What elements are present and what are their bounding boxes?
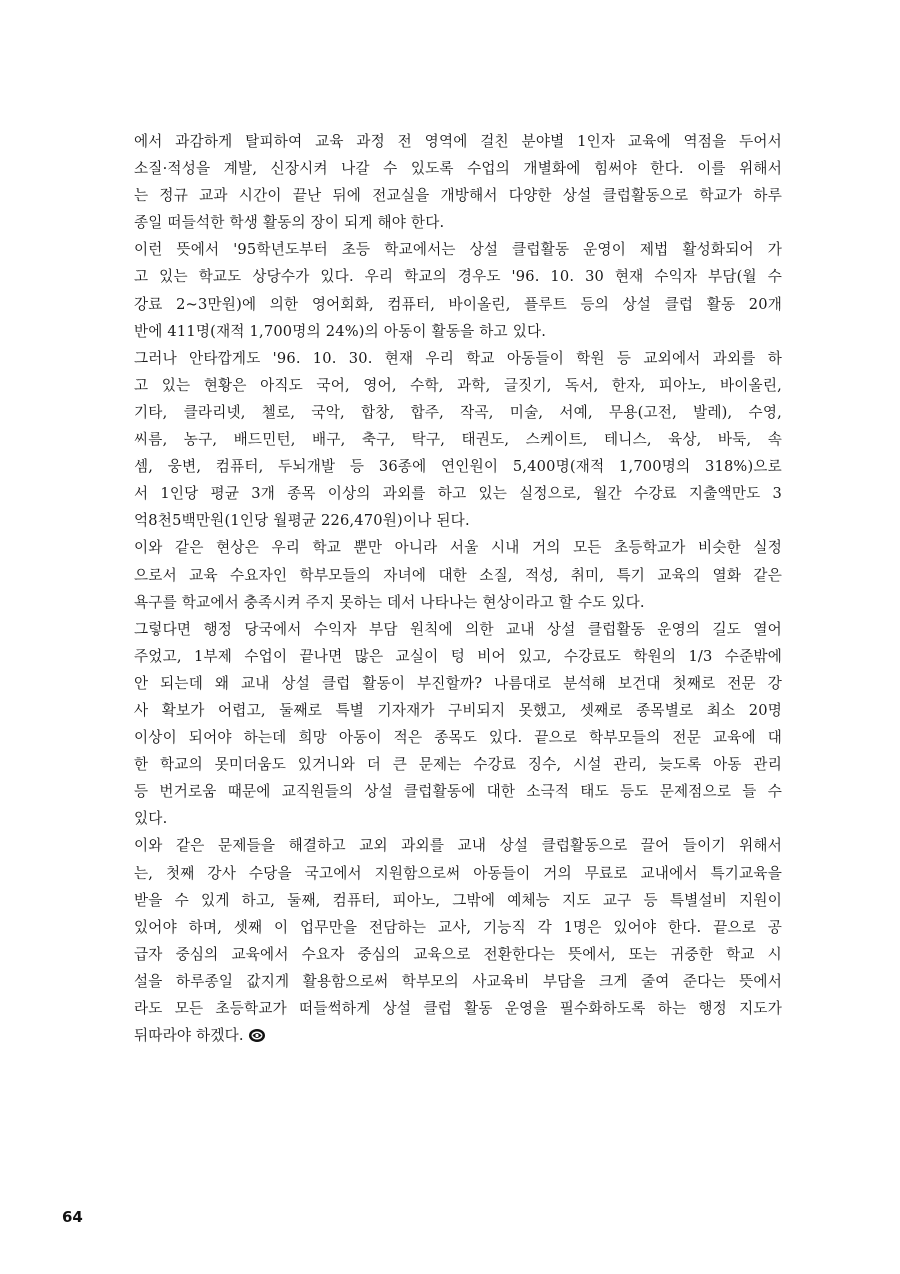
text-line (134, 941, 782, 968)
article-body (134, 128, 782, 1049)
text-line (134, 426, 782, 453)
text-line (134, 832, 782, 859)
text-line-content: 는, 첫째 강사 수당을 국고에서 지원함으로써 아동들이 거의 무료로 교내에서 특기교육을 (134, 864, 782, 882)
text-line (134, 589, 782, 616)
text-line (134, 995, 782, 1022)
text-line-content: 이런 뜻에서 '95학년도부터 초등 학교에서는 상설 클럽활동 운영이 제법 활성화되어 가 (134, 241, 782, 259)
text-line-content: 기타, 클라리넷, 첼로, 국악, 합창, 합주, 작곡, 미술, 서예, 무용(고전, 발레), 수영, (134, 403, 782, 421)
text-line-content: 그렇다면 행정 당국에서 수익자 부담 원칙에 의한 교내 상설 클럽활동 운영의 길도 열어 (134, 620, 782, 638)
text-line (134, 616, 782, 643)
text-line (134, 507, 782, 534)
text-line (134, 697, 782, 724)
text-line (134, 724, 782, 751)
text-line (134, 291, 782, 318)
text-line (134, 263, 782, 290)
text-line-content: 등 번거로움 때문에 교직원들의 상설 클럽활동에 대한 소극적 태도 등도 문제점으로 들 수 (134, 783, 782, 801)
text-line-content: 설을 하루종일 값지게 활용함으로써 학부모의 사교육비 부담을 크게 줄여 준다는 뜻에서 (134, 972, 782, 990)
text-line-content: 한 학교의 못미더움도 있거니와 더 큰 문제는 수강료 징수, 시설 관리, 늦도록 아동 관리 (134, 756, 782, 774)
text-line-content: 고 있는 학교도 상당수가 있다. 우리 학교의 경우도 '96. 10. 30 현재 수익자 부담(월 수 (134, 268, 782, 286)
text-line-content: 으로서 교육 수요자인 학부모들의 자녀에 대한 소질, 적성, 취미, 특기 교육의 열화 같은 (134, 566, 782, 584)
text-line (134, 480, 782, 507)
text-line-content: 억8천5백만원(1인당 월평균 226,470원)이나 된다. (134, 512, 470, 530)
text-line (134, 399, 782, 426)
text-line-content: 종일 떠들석한 학생 활동의 장이 되게 해야 한다. (134, 214, 445, 232)
text-line-content: 서 1인당 평균 3개 종목 이상의 과외를 하고 있는 실정으로, 월간 수강료 지출액만도 3 (134, 485, 782, 503)
page-number: 64 (62, 1208, 83, 1226)
end-of-article-mark-icon (248, 1028, 266, 1043)
text-line-content: 받을 수 있게 하고, 둘째, 컴퓨터, 피아노, 그밖에 예체능 지도 교구 등 특별설비 지원이 (134, 891, 782, 909)
text-line (134, 236, 782, 263)
text-line (134, 534, 782, 561)
text-line-content: 있다. (134, 810, 168, 828)
text-line (134, 209, 782, 236)
text-line (134, 453, 782, 480)
text-line-content: 반에 411명(재적 1,700명의 24%)의 아동이 활동을 하고 있다. (134, 322, 547, 340)
text-line-content: 고 있는 현황은 아직도 국어, 영어, 수학, 과학, 글짓기, 독서, 한자, 피아노, 바이올린, (134, 376, 782, 394)
text-line-content: 이와 같은 현상은 우리 학교 뿐만 아니라 서울 시내 거의 모든 초등학교가 비슷한 실정 (134, 539, 782, 557)
text-line-content: 라도 모든 초등학교가 떠들썩하게 상설 클럽 활동 운영을 필수화하도록 하는 행정 지도가 (134, 1000, 782, 1017)
text-line (134, 345, 782, 372)
text-line (134, 643, 782, 670)
text-line (134, 751, 782, 778)
text-line (134, 155, 782, 182)
text-line (134, 128, 782, 155)
text-line (134, 860, 782, 887)
text-line (134, 372, 782, 399)
text-line-content: 그러나 안타깝게도 '96. 10. 30. 현재 우리 학교 아동들이 학원 등 교외에서 과외를 하 (134, 349, 782, 367)
text-line-content: 급자 중심의 교육에서 수요자 중심의 교육으로 전환한다는 뜻에서, 또는 귀중한 학교 시 (134, 945, 782, 963)
text-line-content: 욕구를 학교에서 충족시켜 주지 못하는 데서 나타나는 현상이라고 할 수도 있다. (134, 593, 645, 611)
text-line-content: 이상이 되어야 하는데 희망 아동이 적은 종목도 있다. 끝으로 학부모들의 전문 교육에 대 (134, 729, 782, 747)
text-line-content: 이와 같은 문제들을 해결하고 교외 과외를 교내 상설 클럽활동으로 끌어 들이기 위해서 (134, 837, 782, 855)
text-line (134, 1022, 782, 1049)
text-line (134, 670, 782, 697)
text-line (134, 968, 782, 995)
text-line (134, 778, 782, 805)
text-line-content: 셈, 웅변, 컴퓨터, 두뇌개발 등 36종에 연인원이 5,400명(재적 1,700명의 318%)으로 (134, 458, 782, 476)
text-line (134, 182, 782, 209)
text-line (134, 562, 782, 589)
text-line (134, 318, 782, 345)
text-line-content: 씨름, 농구, 배드민턴, 배구, 축구, 탁구, 태권도, 스케이트, 테니스, 육상, 바둑, 속 (134, 431, 782, 449)
text-line-content: 는 정규 교과 시간이 끝난 뒤에 전교실을 개방해서 다양한 상설 클럽활동으로 학교가 하루 (134, 187, 782, 205)
text-line-content: 안 되는데 왜 교내 상설 클럽 활동이 부진할까? 나름대로 분석해 보건대 첫째로 전문 강 (134, 674, 782, 692)
text-line-content: 사 확보가 어렵고, 둘째로 특별 기자재가 구비되지 못했고, 셋째로 종목별로 최소 20명 (134, 701, 782, 719)
text-line-content: 뒤따라야 하겠다. (134, 1027, 244, 1045)
text-line-content: 에서 과감하게 탈피하여 교육 과정 전 영역에 걸친 분야별 1인자 교육에 역점을 두어서 (134, 133, 782, 150)
text-line-content: 있어야 하며, 셋째 이 업무만을 전담하는 교사, 기능직 각 1명은 있어야 한다. 끝으로 공 (134, 918, 782, 936)
text-line (134, 914, 782, 941)
text-line-content: 소질·적성을 계발, 신장시켜 나갈 수 있도록 수업의 개별화에 힘써야 한다. 이를 위해서 (134, 160, 782, 178)
text-line-content: 강료 2~3만원)에 의한 영어회화, 컴퓨터, 바이올린, 플루트 등의 상설 클럽 활동 20개 (134, 295, 782, 313)
text-line-content: 주었고, 1부제 수업이 끝나면 많은 교실이 텅 비어 있고, 수강료도 학원의 1/3 수준밖에 (134, 647, 782, 665)
text-line (134, 887, 782, 914)
text-line (134, 805, 782, 832)
